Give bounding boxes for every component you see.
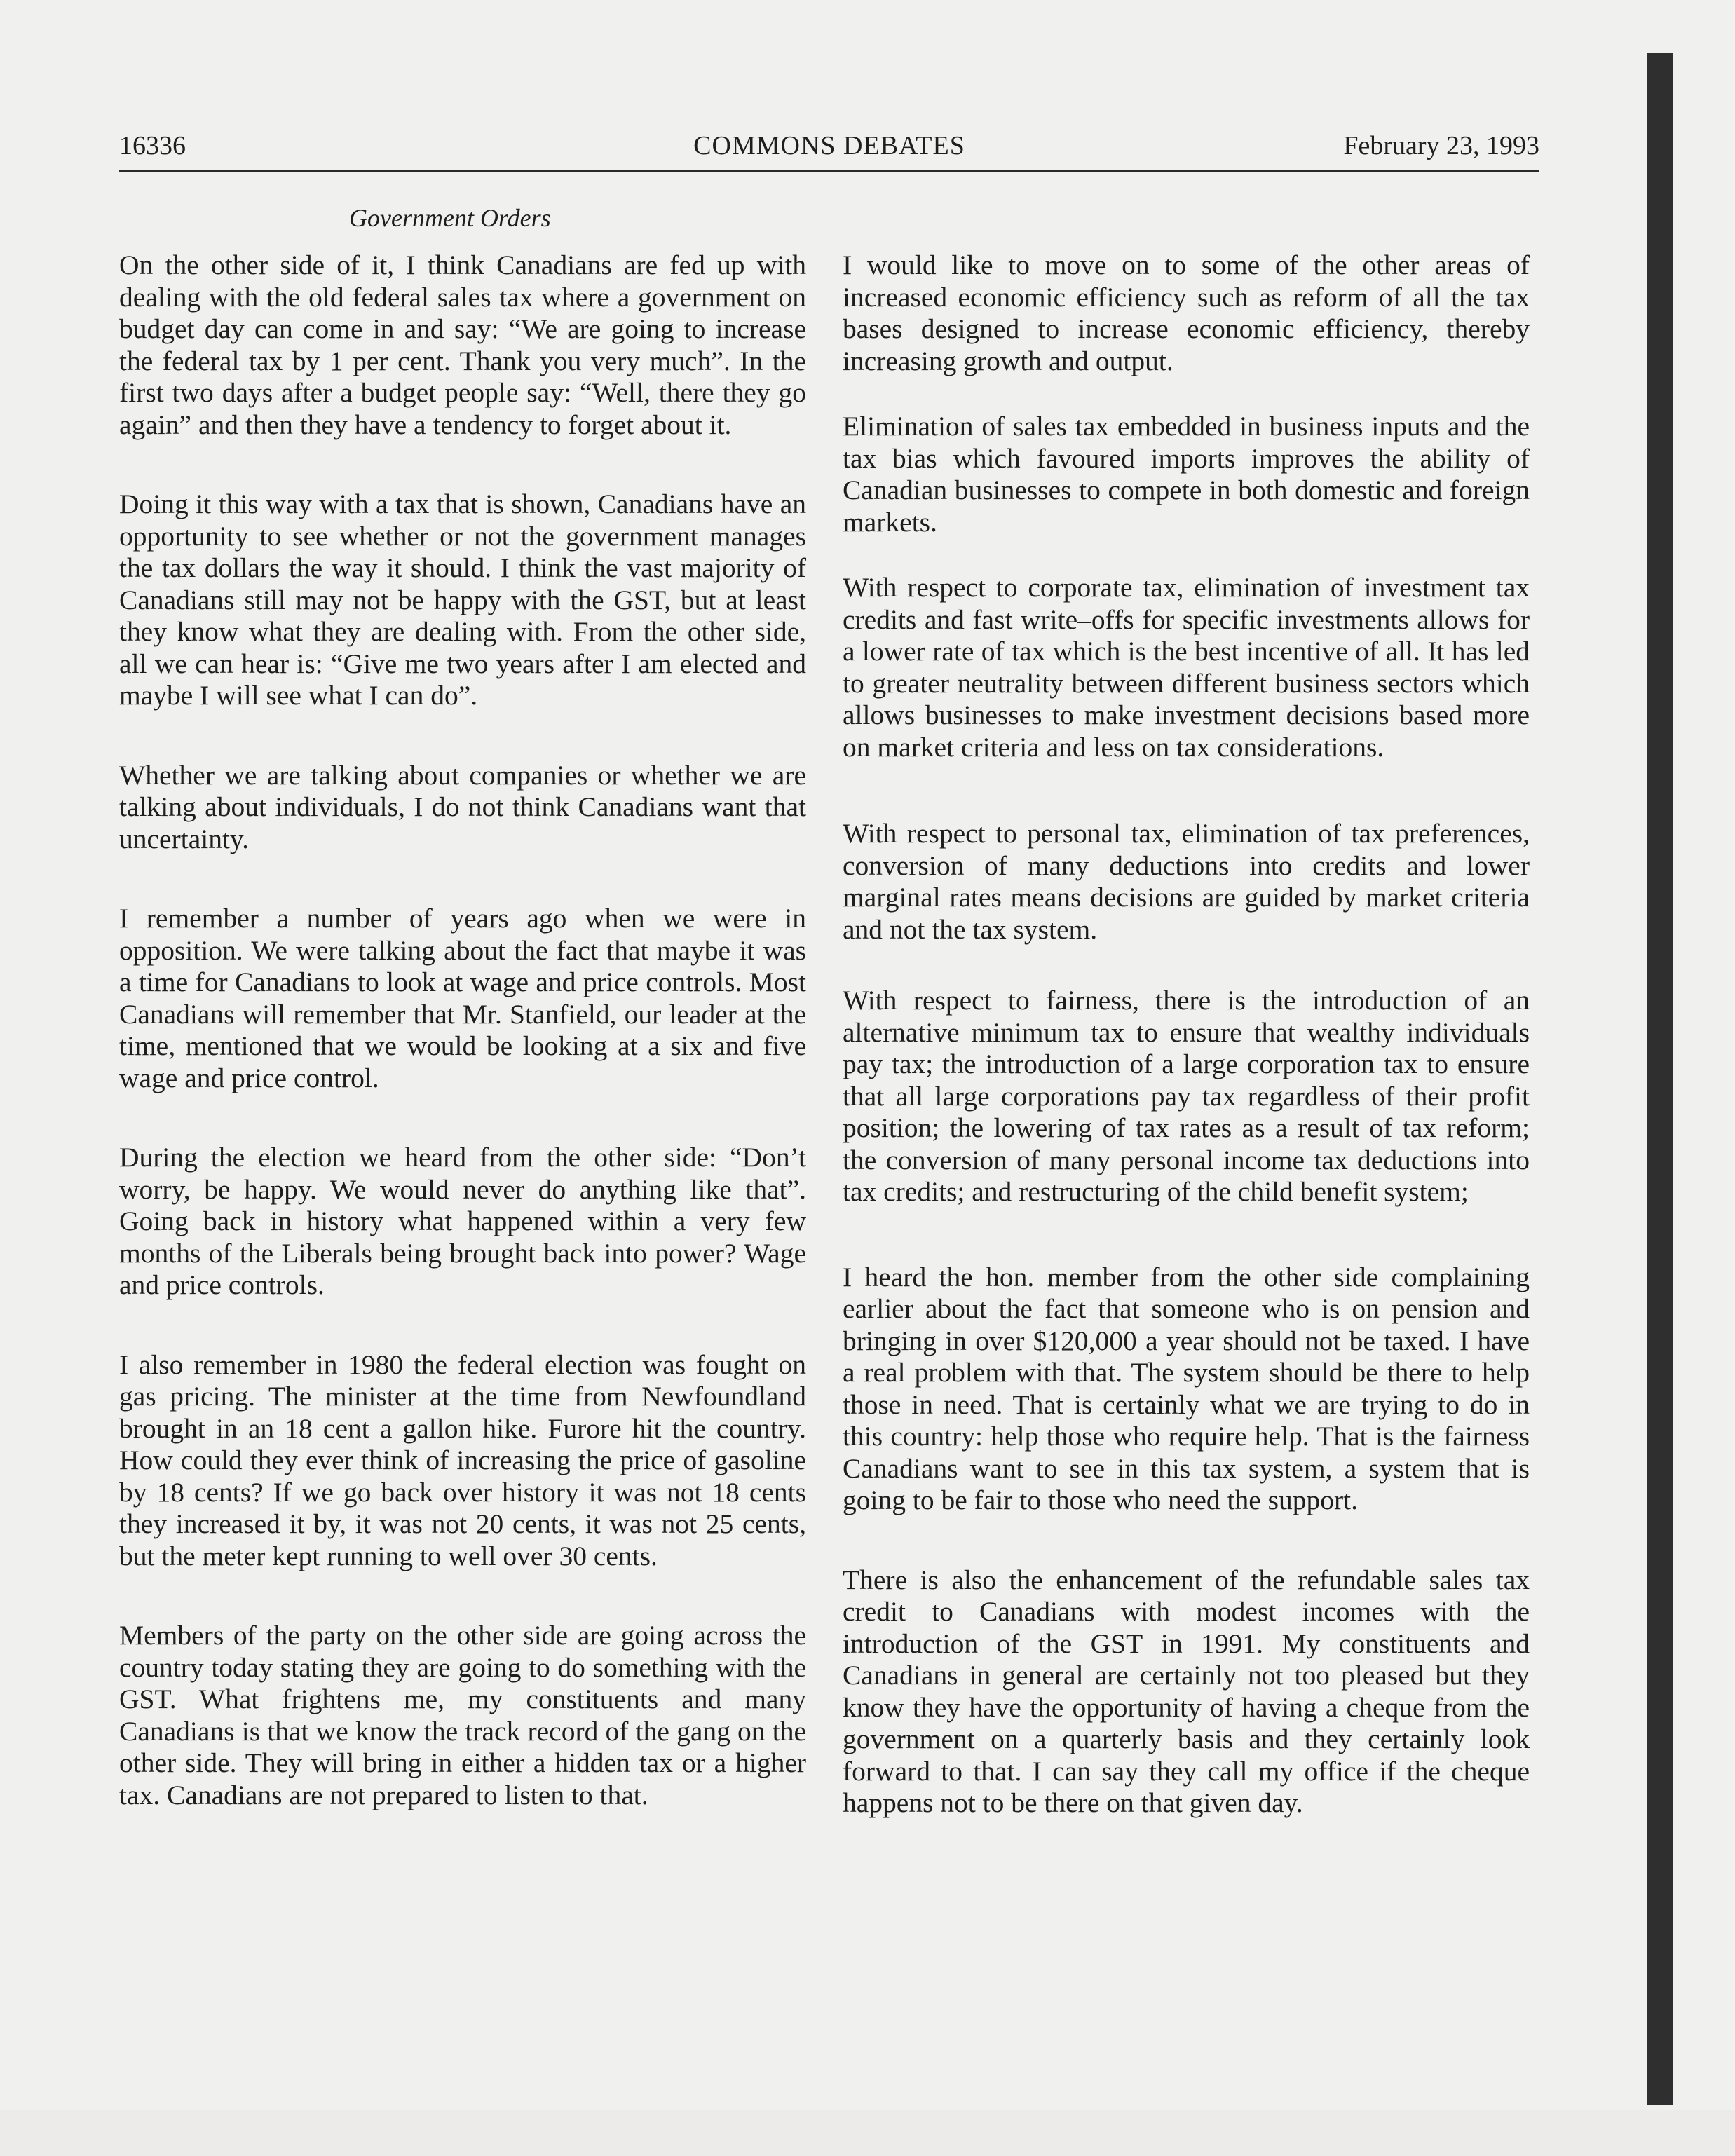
scan-edge-shadow xyxy=(1647,53,1673,2105)
paragraph-election: During the election we heard from the other side: “Don’t worry, be happy. We would never do anything like that”. Going back in history what happened within a very few months of the Liberals being brought back into power? Wage and price controls. xyxy=(119,1142,806,1300)
paragraph-wage-controls: I remember a number of years ago when we were in opposition. We were talking about the fact that maybe it was a time for Canadians to look at wage and price controls. Most Canadians will remember that Mr. Stanfield, our leader at the time, mentioned that we would be looking at a six and five wage and price control. xyxy=(119,903,806,1093)
journal-title: COMMONS DEBATES xyxy=(693,131,965,161)
paragraph-fed-up: On the other side of it, I think Canadians are fed up with dealing with the old federal sales tax where a government on budget day can come in and say: “We are going to increase the federal tax by 1 per cent. Thank you very much”. In the first two days after a budget people say: “Well, there they go again” and then they have a tendency to forget about it. xyxy=(119,250,806,440)
section-label: Government Orders xyxy=(349,204,551,232)
paragraph-corporate-tax: With respect to corporate tax, elimination of investment tax credits and fast write–offs for specific investments allows for a lower rate of tax which is the best incentive of all. It has led to greater neutrality between different business sectors which allows businesses to make investment decisions based more on market criteria and less on tax considerations. xyxy=(843,572,1530,763)
scan-bottom-margin xyxy=(0,2110,1735,2156)
paragraph-fairness: With respect to fairness, there is the introduction of an alternative minimum tax to ensure that wealthy individuals pay tax; the introduction of a large corporation tax to ensure that all large corporations pay tax regardless of their profit position; the lowering of tax rates as a result of tax reform; the conversion of many personal income tax deductions into tax credits; and restructuring of the child benefit system; xyxy=(843,985,1530,1207)
paragraph-efficiency: I would like to move on to some of the other areas of increased economic efficiency such as reform of all the tax bases designed to increase economic efficiency, thereby increasing growth and output. xyxy=(843,250,1530,376)
paragraph-gst-party: Members of the party on the other side are going across the country today stating they are going to do something with the GST. What frightens me, my constituents and many Canadians is that we know the track record of the gang on the other side. They will bring in either a hidden tax or a higher tax. Canadians are not prepared to listen to that. xyxy=(119,1620,806,1810)
paragraph-gas-pricing: I also remember in 1980 the federal election was fought on gas pricing. The minister at the time from Newfoundland brought in an 18 cent a gallon hike. Furore hit the country. How could they ever think of increasing the price of gasoline by 18 cents? If we go back over history it was not 18 cents they increased it by, it was not 20 cents, it was not 25 cents, but the meter kept running to well over 30 cents. xyxy=(119,1349,806,1571)
paragraph-sales-tax: Elimination of sales tax embedded in business inputs and the tax bias which favoured imports improves the ability of Canadian businesses to compete in both domestic and foreign markets. xyxy=(843,411,1530,538)
left-column xyxy=(119,250,806,1811)
right-column xyxy=(843,250,1530,1820)
page-number: 16336 xyxy=(119,131,186,161)
paragraph-pension: I heard the hon. member from the other side complaining earlier about the fact that someone who is on pension and bringing in over $120,000 a year should not be taxed. I have a real problem with that. The system should be there to help those in need. That is certainly what we are trying to do in this country: help those who require help. That is the fairness Canadians want to see in this tax system, a system that is going to be fair to those who need the support. xyxy=(843,1261,1530,1515)
paragraph-uncertainty: Whether we are talking about companies or whether we are talking about individuals, I do not think Canadians want that uncertainty. xyxy=(119,759,806,854)
paragraph-refundable-credit: There is also the enhancement of the refundable sales tax credit to Canadians with modest incomes with the introduction of the GST in 1991. My constituents and Canadians in general are certainly not too pleased but they know they have the opportunity of having a cheque from the government on a quarterly basis and they certainly look forward to that. I can say they call my office if the cheque happens not to be there on that given day. xyxy=(843,1564,1530,1818)
page-header xyxy=(119,128,1539,170)
publication-date: February 23, 1993 xyxy=(1343,131,1539,161)
paragraph-personal-tax: With respect to personal tax, elimination of tax preferences, conversion of many deductions into credits and lower marginal rates means decisions are guided by market criteria and not the tax system. xyxy=(843,818,1530,945)
header-rule xyxy=(119,170,1539,172)
paragraph-tax-shown: Doing it this way with a tax that is shown, Canadians have an opportunity to see whether or not the government manages the tax dollars the way it should. I think the vast majority of Canadians still may not be happy with the GST, but at least they know what they are dealing with. From the other side, all we can hear is: “Give me two years after I am elected and maybe I will see what I can do”. xyxy=(119,489,806,711)
